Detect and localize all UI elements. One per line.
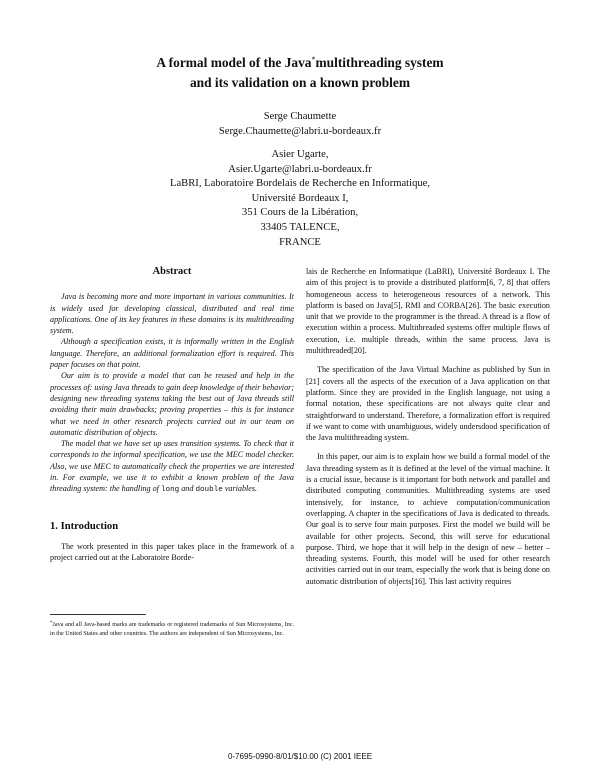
- affiliation-line: Université Bordeaux I,: [251, 192, 349, 204]
- author-block-1: [0, 110, 600, 139]
- code-double: double: [195, 486, 223, 495]
- abstract-paragraph: Although a specification exists, it is informally written in the English language. Therefore, an additional formalization effort is required. This paper focuses on that point.: [50, 337, 294, 370]
- title-line-1: A formal model of the Java*multithreading system: [156, 55, 444, 70]
- author-email: Asier.Ugarte@labri.u-bordeaux.fr: [228, 163, 372, 175]
- title-line-2: and its validation on a known problem: [189, 75, 411, 90]
- right-column: [306, 266, 550, 587]
- author-email: Serge.Chaumette@labri.u-bordeaux.fr: [218, 125, 382, 137]
- intro-paragraph-start: The work presented in this paper takes place in the framework of a project carried out at the Laboratoire Borde-: [50, 541, 294, 563]
- code-long: long: [160, 486, 180, 495]
- intro-paragraph: The specification of the Java Virtual Machine as published by Sun in [21] covers all the aspects of the execution of a Java application on that platform. Since they are provided in the English language, not using a formal notation, these specifications are not always quite clear and straightforward to understand. Therefore, a formalization effort is required if we want to come with unambiguous, widely undersdood specification of the Java multithreading system.: [306, 365, 550, 443]
- affiliation-line: FRANCE: [279, 236, 321, 248]
- paper-title: [0, 50, 600, 93]
- intro-paragraph: In this paper, our aim is to explain how we build a formal model of the Java threading system as it is defined at the level of the virtual machine. It is a crucial issue, because is it important for both network and parallel and distributed computing communities. Multithreading systems are used intensively, for instance, to achieve computation/communication overlapping. A chapter in the specifications of Java is dedicated to threads. Our goal is to serve four main purposes. First the model we build will be available for other projects. Second, this will serve for educational purpose. Third, we hope that it will help in the design of new – better – threading systems. Fourth, this model will be used for other research activities carried out in our team, especially the work that is being done on automatic distribution of objects[16]. This last activity requires: [306, 452, 550, 586]
- affiliation-line: 33405 TALENCE,: [260, 221, 340, 233]
- abstract-heading: Abstract: [152, 266, 192, 277]
- footnote-rule: [50, 614, 146, 615]
- author-name: Serge Chaumette: [263, 111, 337, 122]
- page-footer: 0-7695-0990-8/01/$10.00 (C) 2001 IEEE: [227, 752, 373, 761]
- section-heading-introduction: 1. Introduction: [50, 520, 119, 532]
- affiliation-line: 351 Cours de la Libération,: [241, 207, 359, 219]
- left-column: [50, 266, 294, 564]
- abstract-paragraph: Our aim is to provide a model that can be reused and help in the processes of: using Java threads to gain deep knowledge of their behavior; designing new threading systems taking the best out of Java threads still avoiding their main drawbacks; proving properties – this is for instance what we need in other research projects carried out in our team on automatic distribution of objects.: [50, 371, 294, 437]
- footnote: *Java and all Java-based marks are trademarks or registered trademarks of Sun Microsystems, Inc. in the United States and other countries. The authors are independent of Sun Microsystems, Inc.: [50, 621, 294, 637]
- abstract-paragraph: The model that we have set up uses transition systems. To check that it corresponds to the informal specification, we use the MEC model checker. Also, we use MEC to automatically check the properties we are interested in. For example, we use it to exhibit a known problem of the Java threading system: the handling of long and double variables.: [50, 439, 294, 495]
- author-name: Asier Ugarte,: [271, 149, 329, 160]
- abstract-paragraph: Java is becoming more and more important in various communities. It is widely used for developing classical, distributed and real time applications. One of its key features in these domains is its multithreading system.: [50, 292, 294, 336]
- footnote-marker: *: [311, 55, 316, 64]
- author-block-2: [0, 148, 600, 250]
- affiliation-line: LaBRI, Laboratoire Bordelais de Recherche en Informatique,: [169, 178, 431, 190]
- intro-paragraph-continued: lais de Recherche en Informatique (LaBRI), Université Bordeaux I. The aim of this project is to provide a distributed platform[6, 7, 8] that offers homogeneous access to heterogeneous resources of a network. This platform is based on Java[5], RMI and CORBA[26]. The basic execution unit that we provide to the programmer is the thread. A thread is a flow of execution within a process. Multithreaded systems offer multiple flows of execution, i.e. multiple threads, within the same process. Java is multithreaded[20].: [306, 267, 550, 356]
